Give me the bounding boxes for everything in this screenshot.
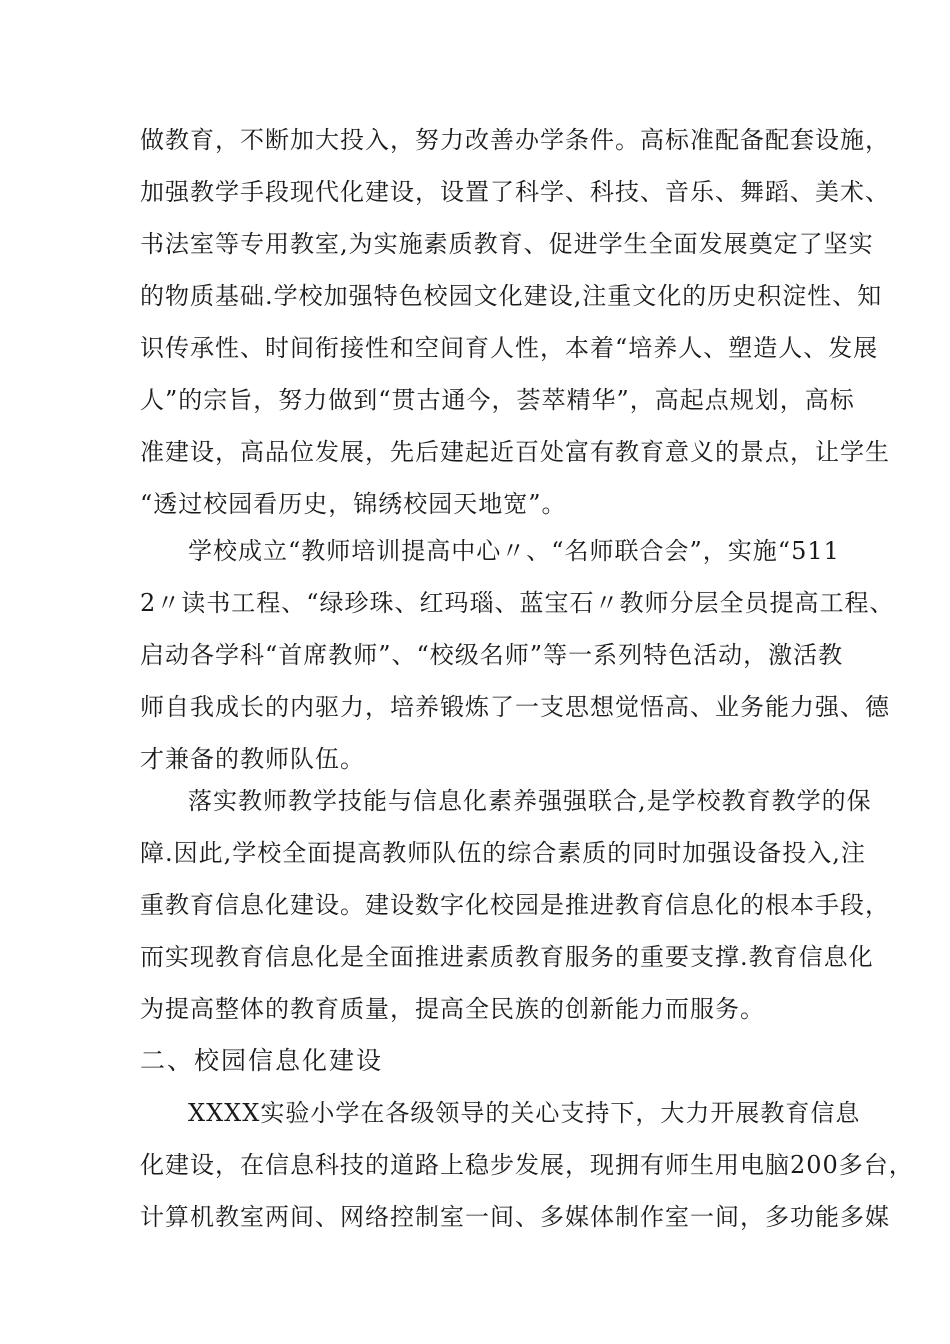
text-line: 2〃读书工程、“绿珍珠、红玛瑙、蓝宝石〃教师分层全员提高工程、 bbox=[140, 589, 895, 617]
text-line: 加强教学手段现代化建设，设置了科学、科技、音乐、舞蹈、美术、 bbox=[140, 178, 890, 206]
paragraph-first-line: 落实教师教学技能与信息化素养强强联合,是学校教育教学的保 bbox=[188, 787, 872, 815]
text-line: 计算机教室两间、网络控制室一间、多媒体制作室一间，多功能多媒 bbox=[140, 1203, 890, 1231]
text-line: 做教育，不断加大投入，努力改善办学条件。高标准配备配套设施， bbox=[140, 126, 890, 154]
text-line: 人”的宗旨，努力做到“贯古通今，荟萃精华”，高起点规划，高标 bbox=[140, 386, 855, 414]
text-line: 启动各学科“首席教师”、“校级名师”等一系列特色活动，激活教 bbox=[140, 641, 844, 669]
text-line: 识传承性、时间衔接性和空间育人性，本着“培养人、塑造人、发展 bbox=[140, 334, 879, 362]
paragraph-first-line: 学校成立“教师培训提高中心〃、“名师联合会”，实施“511 bbox=[188, 537, 840, 565]
section-heading: 二、校园信息化建设 bbox=[140, 1046, 384, 1075]
text-line: 才兼备的教师队伍。 bbox=[140, 745, 365, 773]
text-line: “透过校园看历史，锦绣校园天地宽”。 bbox=[140, 490, 567, 518]
text-line: 为提高整体的教育质量，提高全民族的创新能力而服务。 bbox=[140, 995, 765, 1023]
text-line: 重教育信息化建设。建设数字化校园是推进教育信息化的根本手段， bbox=[140, 891, 890, 919]
text-line: 师自我成长的内驱力，培养锻炼了一支思想觉悟高、业务能力强、德 bbox=[140, 693, 890, 721]
text-line: 的物质基础.学校加强特色校园文化建设,注重文化的历史积淀性、知 bbox=[140, 282, 883, 310]
text-line: 准建设，高品位发展，先后建起近百处富有教育意义的景点，让学生 bbox=[140, 438, 890, 466]
paragraph-first-line: XXXX实验小学在各级领导的关心支持下，大力开展教育信息 bbox=[188, 1099, 861, 1127]
text-line: 化建设，在信息科技的道路上稳步发展，现拥有师生用电脑200多台， bbox=[140, 1151, 914, 1179]
text-line: 障.因此,学校全面提高教师队伍的综合素质的同时加强设备投入,注 bbox=[140, 839, 866, 867]
text-line: 书法室等专用教室,为实施素质教育、促进学生全面发展奠定了坚实 bbox=[140, 230, 874, 258]
text-line: 而实现教育信息化是全面推进素质教育服务的重要支撑.教育信息化 bbox=[140, 943, 874, 971]
